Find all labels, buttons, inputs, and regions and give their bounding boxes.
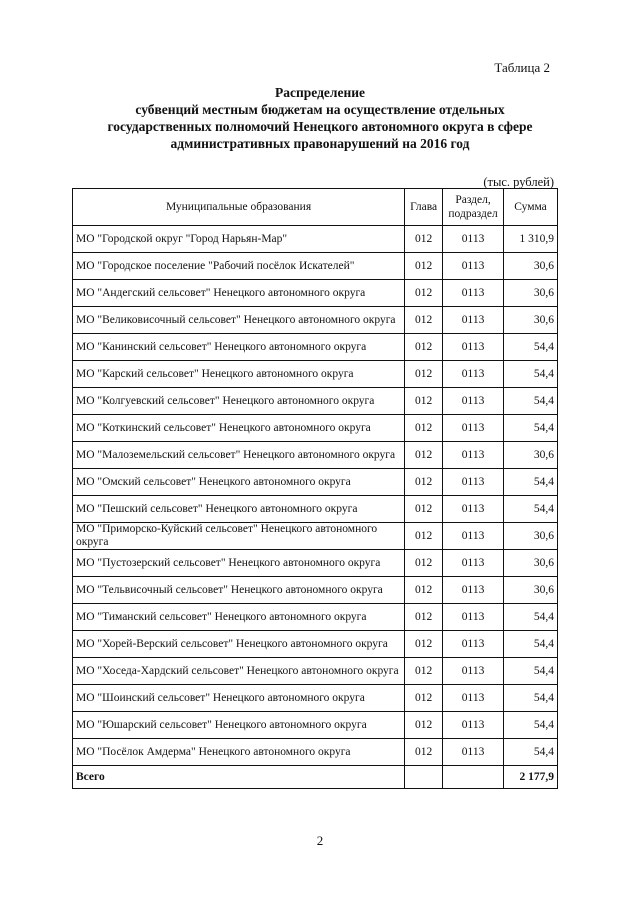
sum-cell: 54,4 bbox=[504, 469, 558, 496]
chapter-cell: 012 bbox=[405, 442, 443, 469]
municipality-name-cell: МО "Приморско-Куйский сельсовет" Ненецкого автономного округа bbox=[73, 523, 405, 550]
total-empty-cell bbox=[405, 766, 443, 789]
total-label: Всего bbox=[73, 766, 405, 789]
sum-cell: 30,6 bbox=[504, 523, 558, 550]
table-row bbox=[73, 253, 558, 280]
municipality-name-cell: МО "Малоземельский сельсовет" Ненецкого автономного округа bbox=[73, 442, 405, 469]
sum-cell: 54,4 bbox=[504, 631, 558, 658]
table-row bbox=[73, 469, 558, 496]
sum-cell: 54,4 bbox=[504, 685, 558, 712]
units-note: (тыс. рублей) bbox=[483, 175, 554, 189]
sum-cell: 30,6 bbox=[504, 280, 558, 307]
municipality-name-cell: МО "Городской округ "Город Нарьян-Мар" bbox=[73, 226, 405, 253]
table-row bbox=[73, 226, 558, 253]
chapter-cell: 012 bbox=[405, 523, 443, 550]
chapter-cell: 012 bbox=[405, 361, 443, 388]
chapter-cell: 012 bbox=[405, 685, 443, 712]
section-cell: 0113 bbox=[443, 361, 504, 388]
municipality-name-cell: МО "Андегский сельсовет" Ненецкого автономного округа bbox=[73, 280, 405, 307]
chapter-cell: 012 bbox=[405, 550, 443, 577]
table-row bbox=[73, 739, 558, 766]
sum-cell: 1 310,9 bbox=[504, 226, 558, 253]
title-line: государственных полномочий Ненецкого автономного округа в сфере bbox=[107, 119, 533, 134]
section-cell: 0113 bbox=[443, 712, 504, 739]
sum-cell: 30,6 bbox=[504, 307, 558, 334]
table-label: Таблица 2 bbox=[494, 60, 550, 75]
municipality-name-cell: МО "Омский сельсовет" Ненецкого автономного округа bbox=[73, 469, 405, 496]
sum-cell: 54,4 bbox=[504, 388, 558, 415]
section-cell: 0113 bbox=[443, 550, 504, 577]
document-title bbox=[70, 84, 570, 152]
section-cell: 0113 bbox=[443, 658, 504, 685]
sum-cell: 30,6 bbox=[504, 577, 558, 604]
column-header-sum: Сумма bbox=[504, 189, 558, 226]
section-cell: 0113 bbox=[443, 226, 504, 253]
page-number: 2 bbox=[316, 833, 324, 848]
table-row bbox=[73, 415, 558, 442]
section-cell: 0113 bbox=[443, 442, 504, 469]
table-row bbox=[73, 631, 558, 658]
chapter-cell: 012 bbox=[405, 226, 443, 253]
table-row bbox=[73, 577, 558, 604]
table-body bbox=[73, 226, 558, 789]
table-row bbox=[73, 307, 558, 334]
column-header-chapter: Глава bbox=[405, 189, 443, 226]
chapter-cell: 012 bbox=[405, 604, 443, 631]
municipality-name-cell: МО "Городское поселение "Рабочий посёлок Искателей" bbox=[73, 253, 405, 280]
section-cell: 0113 bbox=[443, 523, 504, 550]
chapter-cell: 012 bbox=[405, 712, 443, 739]
section-cell: 0113 bbox=[443, 307, 504, 334]
section-cell: 0113 bbox=[443, 685, 504, 712]
chapter-cell: 012 bbox=[405, 307, 443, 334]
municipality-name-cell: МО "Хоседа-Хардский сельсовет" Ненецкого автономного округа bbox=[73, 658, 405, 685]
section-cell: 0113 bbox=[443, 577, 504, 604]
chapter-cell: 012 bbox=[405, 496, 443, 523]
municipality-name-cell: МО "Пешский сельсовет" Ненецкого автономного округа bbox=[73, 496, 405, 523]
table-row bbox=[73, 712, 558, 739]
chapter-cell: 012 bbox=[405, 388, 443, 415]
chapter-cell: 012 bbox=[405, 415, 443, 442]
chapter-cell: 012 bbox=[405, 253, 443, 280]
sum-cell: 30,6 bbox=[504, 253, 558, 280]
sum-cell: 30,6 bbox=[504, 442, 558, 469]
section-cell: 0113 bbox=[443, 280, 504, 307]
sum-cell: 54,4 bbox=[504, 334, 558, 361]
municipality-name-cell: МО "Тельвисочный сельсовет" Ненецкого автономного округа bbox=[73, 577, 405, 604]
section-cell: 0113 bbox=[443, 631, 504, 658]
chapter-cell: 012 bbox=[405, 658, 443, 685]
sum-cell: 54,4 bbox=[504, 712, 558, 739]
distribution-table bbox=[72, 188, 558, 789]
column-header-section: Раздел, подраздел bbox=[443, 189, 504, 226]
table-row bbox=[73, 604, 558, 631]
table-row bbox=[73, 361, 558, 388]
table-row bbox=[73, 658, 558, 685]
municipality-name-cell: МО "Колгуевский сельсовет" Ненецкого автономного округа bbox=[73, 388, 405, 415]
sum-cell: 54,4 bbox=[504, 739, 558, 766]
title-line: Распределение bbox=[274, 85, 366, 100]
table-row bbox=[73, 685, 558, 712]
municipality-name-cell: МО "Великовисочный сельсовет" Ненецкого автономного округа bbox=[73, 307, 405, 334]
municipality-name-cell: МО "Тиманский сельсовет" Ненецкого автономного округа bbox=[73, 604, 405, 631]
table-row bbox=[73, 388, 558, 415]
chapter-cell: 012 bbox=[405, 577, 443, 604]
table-row bbox=[73, 280, 558, 307]
table-total-row bbox=[73, 766, 558, 789]
table-row bbox=[73, 442, 558, 469]
municipality-name-cell: МО "Коткинский сельсовет" Ненецкого автономного округа bbox=[73, 415, 405, 442]
table-row bbox=[73, 550, 558, 577]
column-header-name: Муниципальные образования bbox=[73, 189, 405, 226]
section-cell: 0113 bbox=[443, 604, 504, 631]
sum-cell: 54,4 bbox=[504, 496, 558, 523]
section-cell: 0113 bbox=[443, 469, 504, 496]
municipality-name-cell: МО "Юшарский сельсовет" Ненецкого автономного округа bbox=[73, 712, 405, 739]
sum-cell: 54,4 bbox=[504, 604, 558, 631]
sum-cell: 30,6 bbox=[504, 550, 558, 577]
total-sum: 2 177,9 bbox=[504, 766, 558, 789]
title-line: субвенций местным бюджетам на осуществление отдельных bbox=[135, 102, 505, 117]
title-line: административных правонарушений на 2016 год bbox=[170, 136, 470, 151]
municipality-name-cell: МО "Пустозерский сельсовет" Ненецкого автономного округа bbox=[73, 550, 405, 577]
section-cell: 0113 bbox=[443, 253, 504, 280]
chapter-cell: 012 bbox=[405, 469, 443, 496]
section-cell: 0113 bbox=[443, 415, 504, 442]
chapter-cell: 012 bbox=[405, 739, 443, 766]
table-row bbox=[73, 334, 558, 361]
section-cell: 0113 bbox=[443, 334, 504, 361]
chapter-cell: 012 bbox=[405, 280, 443, 307]
sum-cell: 54,4 bbox=[504, 415, 558, 442]
table-row bbox=[73, 496, 558, 523]
municipality-name-cell: МО "Хорей-Верский сельсовет" Ненецкого автономного округа bbox=[73, 631, 405, 658]
municipality-name-cell: МО "Карский сельсовет" Ненецкого автономного округа bbox=[73, 361, 405, 388]
chapter-cell: 012 bbox=[405, 631, 443, 658]
section-cell: 0113 bbox=[443, 739, 504, 766]
sum-cell: 54,4 bbox=[504, 658, 558, 685]
chapter-cell: 012 bbox=[405, 334, 443, 361]
table-row bbox=[73, 523, 558, 550]
municipality-name-cell: МО "Шоинский сельсовет" Ненецкого автономного округа bbox=[73, 685, 405, 712]
total-empty-cell bbox=[443, 766, 504, 789]
section-cell: 0113 bbox=[443, 496, 504, 523]
sum-cell: 54,4 bbox=[504, 361, 558, 388]
section-cell: 0113 bbox=[443, 388, 504, 415]
municipality-name-cell: МО "Посёлок Амдерма" Ненецкого автономного округа bbox=[73, 739, 405, 766]
municipality-name-cell: МО "Канинский сельсовет" Ненецкого автономного округа bbox=[73, 334, 405, 361]
table-header-row bbox=[73, 189, 558, 226]
